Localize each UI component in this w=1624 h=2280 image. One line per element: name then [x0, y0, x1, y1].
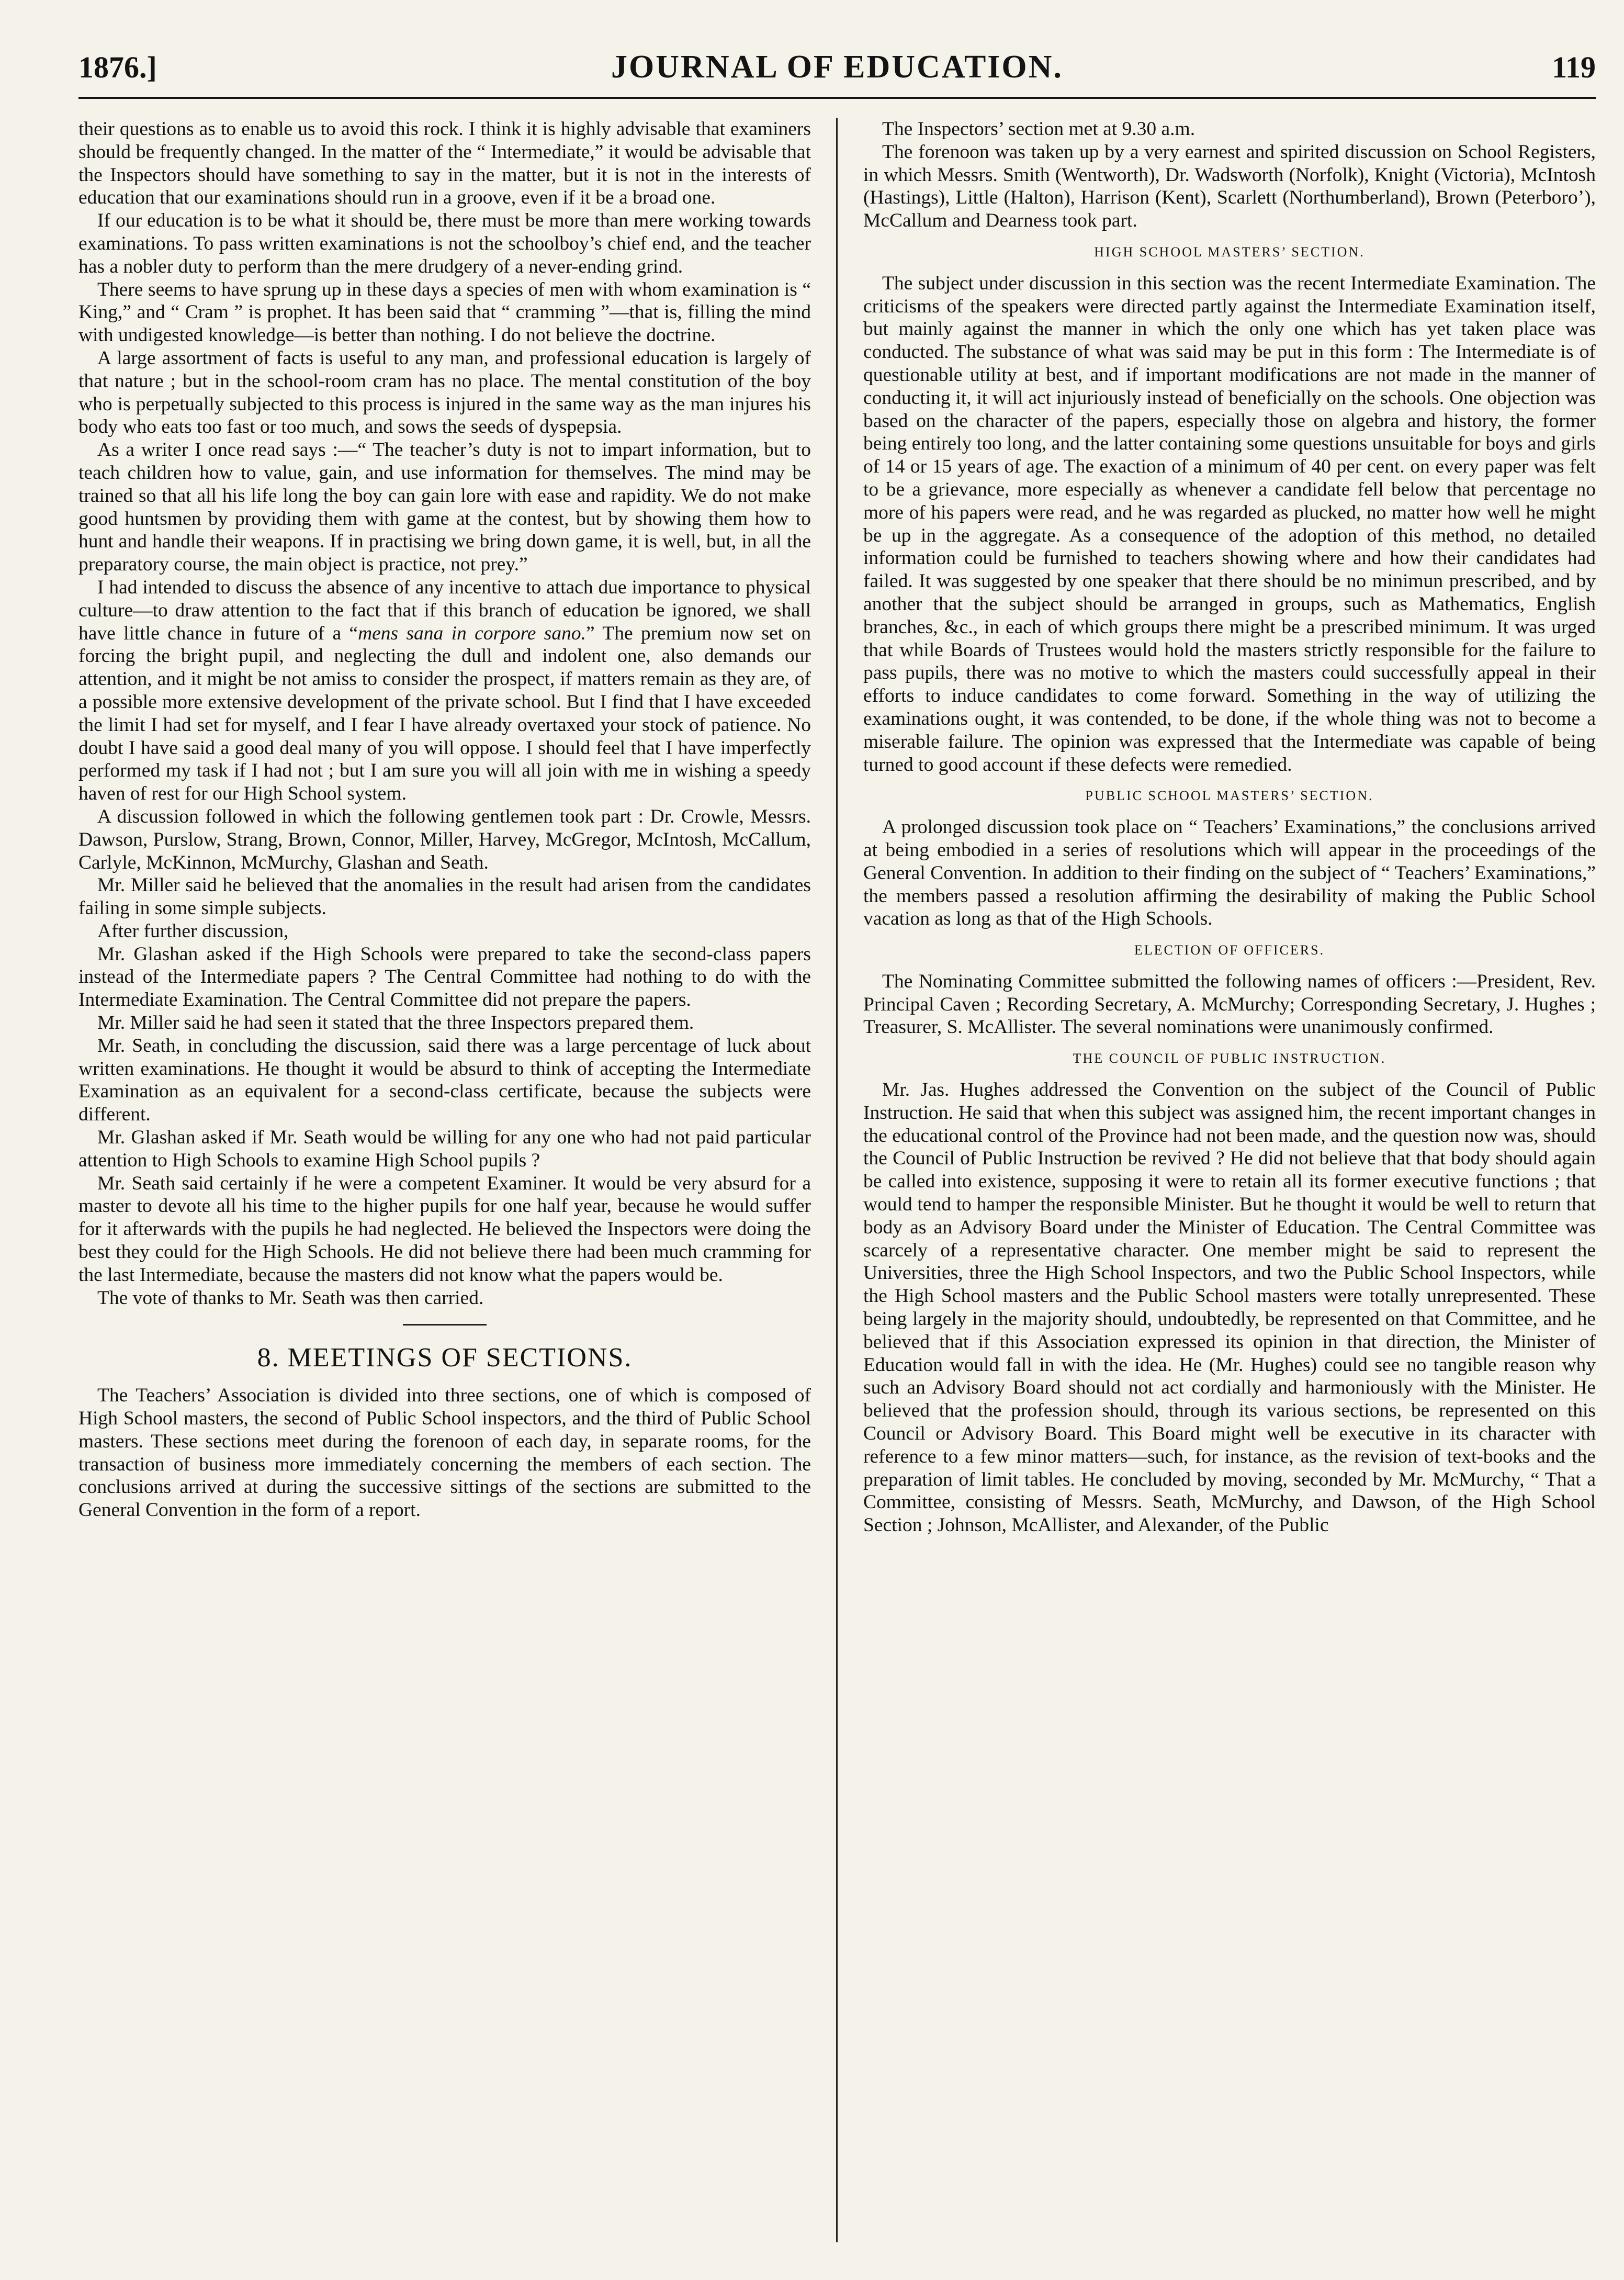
journal-page [78, 44, 1596, 2242]
two-column-body [78, 118, 1596, 2242]
running-head [78, 44, 1596, 102]
text-run: I had intended to discuss the absence of any incentive to attach due importance to physical culture—to draw attention to the fact that if this branch of education be ignored, we shall have little chance in future of a “ [78, 576, 811, 644]
left-column [78, 118, 811, 2242]
paragraph: Mr. Seath, in concluding the discussion, said there was a large percentage of luck about written examinations. He thought it would be absurd to think of accepting the Intermediate Examination as an equivalent for a second-class certificate, because the subjects were different. [78, 1035, 811, 1126]
latin-phrase: mens sana in corpore sano. [358, 622, 586, 644]
paragraph: Mr. Seath said certainly if he were a competent Examiner. It would be very absurd for a master to devote all his time to the higher pupils for one half year, because he would suffer for it afterwards with the pupils he had neglected. He believed the Inspectors were doing the best they could for the High Schools. He did not believe there had been much cramming for the last Intermediate, because the masters did not know what the papers would be. [78, 1172, 811, 1286]
page-number: 119 [1552, 50, 1596, 84]
subheading-election: ELECTION OF OFFICERS. [1134, 942, 1325, 958]
subheading-public-school: PUBLIC SCHOOL MASTERS’ SECTION. [1085, 788, 1374, 804]
paragraph: After further discussion, [97, 920, 289, 942]
paragraph: Mr. Miller said he had seen it stated that the three Inspectors prepared them. [97, 1012, 694, 1034]
paragraph: A large assortment of facts is useful to any man, and professional education is largely of that nature ; but in the school-room cram has no place. The mental constitution of the boy who is perpetually subjected to this process is injured in the same way as the man injures his body who eats too fast or too much, and sows the seeds of dyspepsia. [78, 347, 811, 438]
paragraph: There seems to have sprung up in these days a species of men with whom examination is “ King,” and “ Cram ” is prophet. It has been said that “ cramming ”—that is, filling the mind with undigested knowledge—is better than nothing. I do not believe the doctrine. [78, 278, 811, 346]
paragraph: their questions as to enable us to avoid this rock. I think it is highly advisable that examiners should be frequently changed. In the matter of the “ Intermediate,” it would be advisable that the Inspectors should have something to say in the matter, but it is not in the interests of education that our examinations should run in a groove, even if it be a broad one. [78, 118, 811, 209]
paragraph: If our education is to be what it should be, there must be more than mere working towards examinations. To pass written examinations is not the schoolboy’s chief end, and the teacher has a nobler duty to perform than the mere drudgery of a never-ending grind. [78, 210, 811, 277]
journal-title: JOURNAL OF EDUCATION. [611, 49, 1063, 85]
text-run: ” The premium now set on forcing the bright pupil, and neglecting the dull and indolent one, also demands our attention, and it might be not amiss to consider the prospect, if matters remain as they are, of a possible more extensive development of the private school. But I find that I have exceeded the limit I had set for myself, and I fear I have already overtaxed your stock of patience. No doubt I have said a good deal many of you will oppose. I should feel that I have imperfectly performed my task if I had not ; but I am sure you will all join with me in wishing a speedy haven of rest for our High School system. [78, 622, 811, 805]
paragraph: As a writer I once read says :—“ The teacher’s duty is not to impart information, but to teach children how to value, gain, and use information for themselves. The mind may be trained so that all his life long the boy can gain lore with ease and rapidity. We do not make good huntsmen by providing them with game at the contest, but by showing them how to hunt and handle their weapons. If in practising we bring down game, it is well, but, in all the preparatory course, the main object is practice, not prey.” [78, 439, 811, 576]
paragraph: A prolonged discussion took place on “ Teachers’ Examinations,” the conclusions arrived at being embodied in a series of resolutions which will appear in the proceedings of the General Convention. In addition to their finding on the subject of “ Teachers’ Examinations,” the members passed a resolution affirming the desirability of making the Public School vacation as long as that of the High Schools. [863, 816, 1596, 930]
section-divider [403, 1324, 487, 1326]
paragraph: Mr. Jas. Hughes addressed the Convention on the subject of the Council of Public Instruction. He said that when this subject was assigned him, the recent important changes in the educational control of the Province had not been made, and the question now was, should the Council of Public Instruction be revived ? He did not believe that that body should again be called into existence, supposing it were to retain all its former executive functions ; that would tend to hamper the responsible Minister. But he thought it would be well to return that body as an Advisory Board under the Minister of Education. The Central Committee was scarcely of a representative character. One member might be said to represent the Universities, three the High School Inspectors, and two the Public School Inspectors, while the High School masters and the Public School masters were totally unrepresented. These being largely in the majority should, undoubtedly, be represented on that Committee, and he believed that if this Association expressed its opinion in that direction, the Minister of Education would fall in with the idea. He (Mr. Hughes) could see no tangible reason why such an Advisory Board should not act cordially and harmoniously with the Minister. He believed that the profession should, through its various sections, be represented on this Council or Advisory Board. This Board might well be executive in its character with reference to a few minor matters—such, for instance, as the revision of text-books and the preparation of limit tables. He concluded by moving, seconded by Mr. McMurchy, “ That a Committee, consisting of Messrs. Seath, McMurchy, and Dawson, of the High School Section ; Johnson, McAllister, and Alexander, of the Public [863, 1079, 1596, 1536]
section-heading: 8. MEETINGS OF SECTIONS. [257, 1343, 633, 1373]
header-rule [78, 97, 1596, 99]
paragraph: Mr. Glashan asked if the High Schools were prepared to take the second-class papers instead of the Intermediate papers ? The Central Committee had nothing to do with the Intermediate Examination. The Central Committee did not prepare the papers. [78, 943, 811, 1011]
paragraph: A discussion followed in which the following gentlemen took part : Dr. Crowle, Messrs. Dawson, Purslow, Strang, Brown, Connor, Miller, Harvey, McGregor, McIntosh, McCallum, Carlyle, McKinnon, McMurchy, Glashan and Seath. [78, 805, 811, 873]
subheading-high-school: HIGH SCHOOL MASTERS’ SECTION. [1094, 244, 1365, 260]
paragraph: The forenoon was taken up by a very earnest and spirited discussion on School Registers, in which Messrs. Smith (Wentworth), Dr. Wadsworth (Norfolk), Knight (Victoria), McIntosh (Hastings), Little (Halton), Harrison (Kent), Scarlett (Northumberland), Brown (Peterboro’), McCallum and Dearness took part. [863, 141, 1596, 232]
paragraph: The Inspectors’ section met at 9.30 a.m. [882, 118, 1196, 140]
paragraph: The Nominating Committee submitted the following names of officers :—President, Rev. Principal Caven ; Recording Secretary, A. McMurchy; Corresponding Secretary, J. Hughes ; Treasurer, S. McAllister. The several nominations were unanimously confirmed. [863, 970, 1596, 1038]
paragraph [78, 576, 811, 805]
subheading-council: THE COUNCIL OF PUBLIC INSTRUCTION. [1073, 1051, 1386, 1066]
paragraph: The subject under discussion in this section was the recent Intermediate Examination. The criticisms of the speakers were directed partly against the Intermediate Examination itself, but mainly against the manner in which the only one which has yet taken place was conducted. The substance of what was said may be put in this form : The Intermediate is of questionable utility at best, and if important modifications are not made in the manner of conducting it, it will act injuriously instead of beneficially on the schools. One objection was based on the character of the papers, especially those on algebra and history, the former being entirely too long, and the latter containing some questions unsuitable for boys and girls of 14 or 15 years of age. The exaction of a minimum of 40 per cent. on every paper was felt to be a grievance, more especially as whenever a candidate fell below that percentage no more of his papers were read, and he was regarded as plucked, no matter how well he might be up in the aggregate. As a consequence of the adoption of this method, no detailed information could be furnished to teachers showing where and how their candidates had failed. It was suggested by one speaker that there should be no minimun prescribed, and by another that the subject should be arranged in groups, such as Mathematics, English branches, &c., in each of which groups there might be a prescribed minimum. It was urged that while Boards of Trustees would hold the masters strictly responsible for the failure to pass pupils, there was no motive to which the masters could successfully appeal in their efforts to induce candidates to come forward. Something in the way of utilizing the examinations ought, it was contended, to be done, if the whole thing was not to become a miserable failure. The opinion was expressed that the Intermediate was capable of being turned to good account if these defects were remedied. [863, 272, 1596, 776]
paragraph: The Teachers’ Association is divided into three sections, one of which is composed of High School masters, the second of Public School inspectors, and the third of Public School masters. These sections meet during the forenoon of each day, in separate rooms, for the transaction of business more immediately concerning the members of each section. The conclusions arrived at during the successive sittings of the sections are submitted to the General Convention in the form of a report. [78, 1385, 811, 1521]
paragraph: Mr. Miller said he believed that the anomalies in the result had arisen from the candidates failing in some simple subjects. [78, 874, 811, 919]
header-year: 1876.] [78, 50, 157, 84]
paragraph: The vote of thanks to Mr. Seath was then carried. [97, 1287, 484, 1309]
right-column [863, 118, 1596, 2242]
paragraph: Mr. Glashan asked if Mr. Seath would be willing for any one who had not paid particular attention to High Schools to examine High School pupils ? [78, 1127, 811, 1171]
column-divider [836, 118, 838, 2242]
